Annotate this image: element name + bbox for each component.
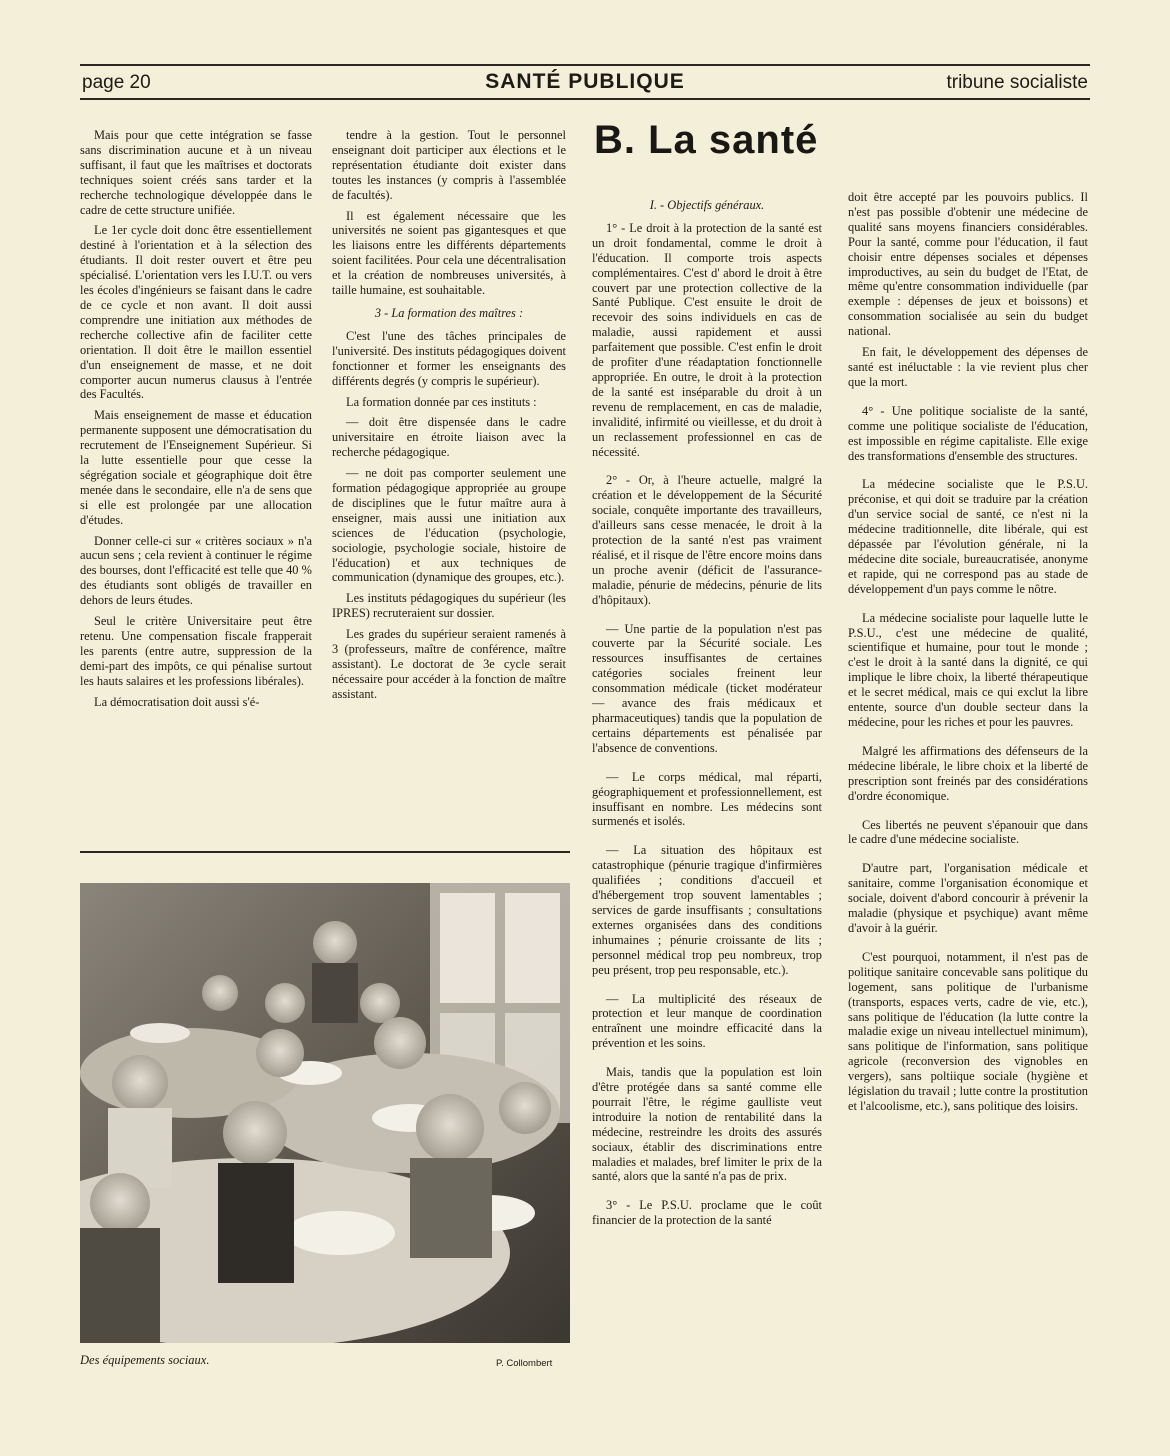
page-number: page 20 (82, 72, 151, 93)
paragraph: Donner celle-ci sur « critères sociaux » n'a aucun sens ; cela revient à continuer le régime des bourses, dont l'efficacité est telle que 40 % des étudiants sont obligés de travailler en dehors de leurs études. (80, 533, 312, 608)
publication-name: tribune socialiste (946, 72, 1088, 93)
article-column-4 (848, 190, 1088, 1120)
paragraph: C'est l'une des tâches principales de l'université. Des instituts pédagogiques doivent fonctionner et former les enseignants des différents degrés (y compris le supérieur). (332, 328, 566, 388)
paragraph: — Le corps médical, mal réparti, géographiquement et professionnellement, est insuffisant en nombre. Les médecins sont surmenés et isolés. (592, 769, 822, 829)
paragraph: 3° - Le P.S.U. proclame que le coût financier de la protection de la santé (592, 1198, 822, 1228)
paragraph: Les instituts pédagogiques du supérieur (les IPRES) recruteraient sur dossier. (332, 591, 566, 621)
photo-divider (80, 851, 570, 853)
paragraph: — ne doit pas comporter seulement une formation pédagogique appropriée au groupe de disciplines que le futur maître aura à enseigner, mais aussi une initiation aux sciences de l'éducation (psychologie, sociologie, psychologie sociale, histoire de l'éducation) et aux techniques de communication (dynamique des groupes, etc.). (332, 466, 566, 585)
paragraph: — La multiplicité des réseaux de protection et leur manque de coordination entraînent une moindre efficacité dans la prévention et les soins. (592, 991, 822, 1051)
paragraph: 4° - Une politique socialiste de la santé, comme une politique socialiste de l'éducation, est impossible en régime capitaliste. Elle exige des transformations d'ensemble des structures. (848, 403, 1088, 463)
paragraph: La médecine socialiste pour laquelle lutte le P.S.U., c'est une médecine de qualité, scientifique et humaine, pour tout le monde ; c'est le droit à la santé dans la dignité, ce qui implique le libre choix, la liberté thérapeutique et le secret médical, mais ce qui exclut la libre entente, source d'un double secteur dans la médecine, pour les riches et pour les pauvres. (848, 610, 1088, 729)
children-canteen-photo (80, 883, 570, 1343)
paragraph: 2° - Or, à l'heure actuelle, malgré la création et le développement de la Sécurité sociale, conquête importante des travailleurs, d'ailleurs sans cesse menacée, le droit à la protection de la santé n'est pas vraiment réalisé, et il risque de l'être encore moins dans un proche avenir (déficit de l'assurance-maladie, pénurie de médecins, pénurie de lits d'hôpitaux). (592, 473, 822, 607)
header-bottom-rule (80, 98, 1090, 100)
paragraph: Le 1er cycle doit donc être essentiellement destiné à l'orientation et à la sélection des étudiants. Il doit rester ouvert et être peu spécialisé. L'orientation vers les I.U.T. ou vers les écoles d'ingénieurs se faisant dans le cadre de ce cycle et non avant. Il doit aussi comprendre une initiation aux méthodes de recherche collective afin de faciliter cette orientation. Il doit être le maillon essentiel d'un enseignement de masse, et ne doit comporter aucun numerus clausus à l'entrée des Facultés. (80, 223, 312, 402)
section-title: SANTÉ PUBLIQUE (485, 70, 685, 93)
paragraph: En fait, le développement des dépenses de santé est inéluctable : la vie revient plus cher que la mort. (848, 345, 1088, 389)
paragraph: D'autre part, l'organisation médicale et sanitaire, comme l'organisation économique et sociale, doivent d'abord concourir à prévenir la maladie (physique et psychique) avant même d'avoir à la guérir. (848, 861, 1088, 935)
paragraph: La démocratisation doit aussi s'é- (94, 694, 260, 709)
paragraph: tendre à la gestion. Tout le personnel enseignant doit participer aux élections et le représentation étudiante doit exister dans toutes les instances (y compris à l'assemblée de facultés). (332, 128, 566, 202)
article-column-2 (332, 128, 566, 708)
paragraph: La formation donnée par ces instituts : (346, 394, 537, 409)
paragraph: doit être accepté par les pouvoirs publics. Il n'est pas possible d'obtenir une médecine de qualité sans moyens financiers considérables. Pour la santé, comme pour l'éducation, il faut choisir entre dépenses sociales et dépenses improductives, au sein du budget de l'Etat, de même qu'entre consommation individuelle (par exemple : dépenses de jeux et boissons) et consommation socialisée au sein du budget national. (848, 190, 1088, 339)
paragraph: Ces libertés ne peuvent s'épanouir que dans le cadre d'une médecine socialiste. (848, 817, 1088, 847)
photo-caption: Des équipements sociaux. (80, 1353, 210, 1367)
paragraph: Les grades du supérieur seraient ramenés à 3 (professeurs, maître de conférence, maître assistant). Le doctorat de 3e cycle serait nécessaire pour accéder à la fonction de maître assistant. (332, 627, 566, 701)
article-headline: B. La santé (594, 118, 819, 162)
article-column-1 (80, 128, 312, 716)
article-column-3 (592, 190, 822, 1234)
paragraph: Mais enseignement de masse et éducation permanente supposent une démocratisation du recrutement de l'Enseignement Supérieur. Si la lutte essentielle pour que cesse la ségrégation sociale et géographique doit être menée dans le secondaire, elle n'a de sens que si elle est prolongée par une allocation d'études. (80, 408, 312, 527)
paragraph: Mais pour que cette intégration se fasse sans discrimination aucune et à un niveau suffisant, il faut que les maîtrises et doctorats techniques soient créés sans tarder et la recherche technologique développée dans le cadre de cette structure unifiée. (80, 128, 312, 217)
paragraph: C'est pourquoi, notamment, il n'est pas de politique sanitaire concevable sans politique du logement, sans politique de l'urbanisme (transports, espaces verts, cadre de vie, etc.), sans politique de l'éducation (la lutte contre la maladie exige un niveau intellectuel minimum), sans politique de l'information, sans politique agricole (reconversion des vignobles en vergers), sans poltiique sociale (hygiène et législation du travail ; lutte contre la prostitution et l'alcoolisme, etc.), sans politique des loisirs. (848, 949, 1088, 1113)
page-header (80, 62, 1090, 102)
paragraph: 1° - Le droit à la protection de la santé est un droit fondamental, comme le droit à l'éducation. Il comporte trois aspects complémentaires. C'est d' abord le droit à être couvert par une protection collective de la Santé Publique. C'est ensuite le droit de recevoir des soins individuels en cas de maladie, aussi rapidement et aussi parfaitement que possible. C'est enfin le droit de profiter d'une réadaptation fonctionnelle appropriée. En outre, le droit à la protection de la santé est inséparable du droit à un revenu de remplacement, en cas de maladie, invalidité, infirmité ou vieillesse, et du droit à un reclassement professionnel en cas de nécessité. (592, 220, 822, 459)
paragraph: Seul le critère Universitaire peut être retenu. Une compensation fiscale frapperait les parents (entre autre, suppression de la demi-part des impôts, ce qui pénalise surtout les hauts salaires et les professions libérales). (80, 614, 312, 688)
subheading: I. - Objectifs généraux. (649, 198, 765, 212)
header-top-rule (80, 64, 1090, 66)
paragraph: Mais, tandis que la population est loin d'être protégée dans sa santé comme elle pourrait l'être, le régime gaulliste veut introduire la notion de rentabilité dans la médecine, restreindre les droits des assurés sociaux, établir des discriminations entre maladies et malades, bref limiter le prix de la santé, alors que la santé n'a pas de prix. (592, 1065, 822, 1184)
paragraph: — Une partie de la population n'est pas couverte par la Sécurité sociale. Les ressources insuffisantes de certaines catégories sociales freinent leur consommation médicale (ticket modérateur — avance des frais médicaux et pharmaceutiques) tandis que la population de certains départements est pénalisée par l'absence de conventions. (592, 621, 822, 755)
photo-credit: P. Collombert (496, 1358, 553, 1369)
subheading: 3 - La formation des maîtres : (374, 305, 524, 320)
paragraph: Il est également nécessaire que les universités ne soient pas gigantesques et que les liaisons entre les différents départements soient facilitées. Pour cela une décentralisation et la création de nombreuses universités, à taille humaine, est souhaitable. (332, 208, 566, 298)
paragraph: — La situation des hôpitaux est catastrophique (pénurie tragique d'infirmières qualifiées ; conditions d'accueil et d'hébergement trop souvent lamentables ; services de garde insuffisants ; consultations externes organisées dans des conditions inhumaines ; pénurie croissante de lits ; personnel médical trop peu nombreux, trop peu présent, trop peu responsable, etc.). (592, 843, 822, 977)
paragraph: — doit être dispensée dans le cadre universitaire en étroite liaison avec la recherche pédagogique. (332, 415, 566, 460)
paragraph: La médecine socialiste que le P.S.U. préconise, et qui doit se traduire par la création d'un service social de santé, ce n'est ni la médecine traditionnelle, dite libérale, qui est dépassée par l'évolution générale, ni la médecine dite sociale, bureaucratisée, anonyme et rapide, qui ne correspond pas au stade de développement d'un pays comme le nôtre. (848, 477, 1088, 596)
paragraph: Malgré les affirmations des défenseurs de la médecine libérale, le libre choix et la liberté de prescription sont freinés par des considérations d'ordre économique. (848, 743, 1088, 803)
